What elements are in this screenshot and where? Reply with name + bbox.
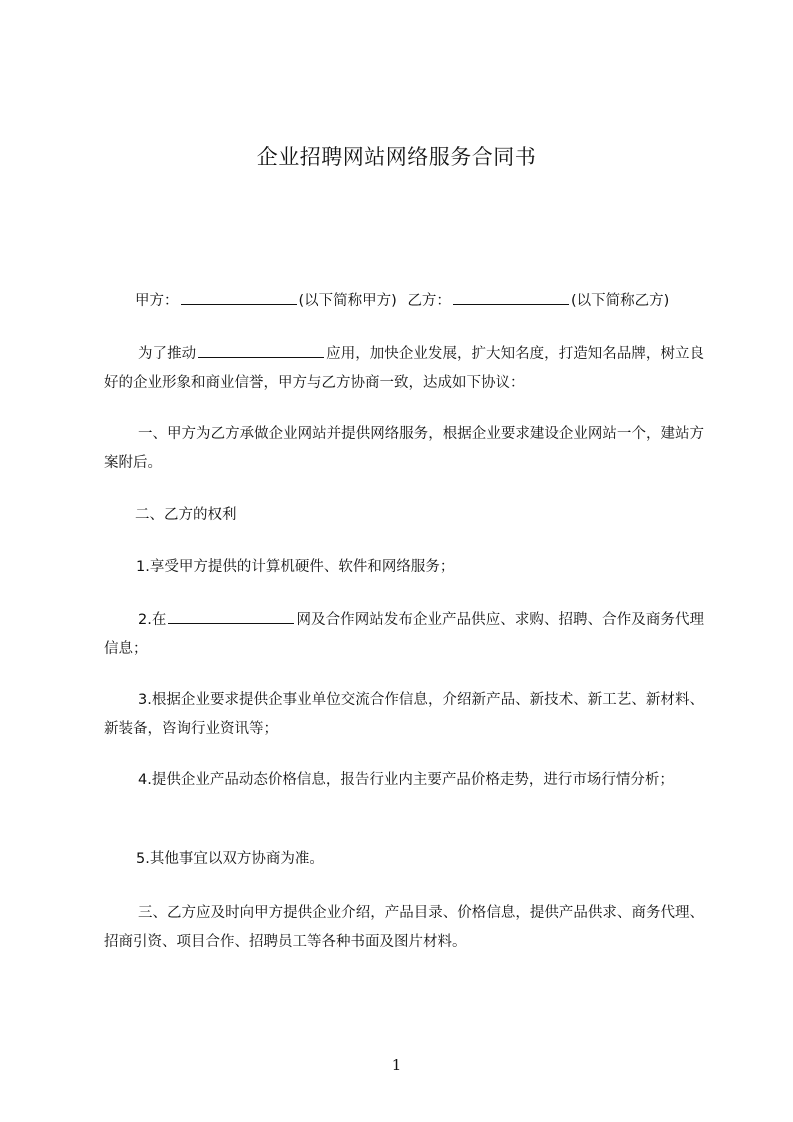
item-4: 4.提供企业产品动态价格信息，报告行业内主要产品价格走势，进行市场行情分析； <box>138 772 674 788</box>
clause-3: 三、乙方应及时向甲方提供企业介绍，产品目录、价格信息，提供产品供求、商务代理、招商引资、项目合作、招聘员工等各种书面及图片材料。 <box>104 905 704 950</box>
item-5: 5.其他事宜以双方协商为准。 <box>136 851 324 867</box>
party-a-suffix: (以下简称甲方) <box>298 293 397 309</box>
parties-line <box>135 290 735 311</box>
intro-suffix: 应用，加快企业发展，扩大知名度，打造知名品牌，树立良好的企业形象和商业信誉，甲方与乙方协商一致，达成如下协议： <box>104 346 705 391</box>
page-number: 1 <box>391 1056 402 1074</box>
party-b-suffix: (以下简称乙方) <box>570 293 670 309</box>
party-b-label: 乙方： <box>407 293 451 309</box>
item-3: 3.根据企业要求提供企事业单位交流合作信息，介绍新产品、新技术、新工艺、新材料、新装备，咨询行业资讯等； <box>104 692 704 737</box>
intro-prefix: 为了推动 <box>138 346 197 362</box>
party-a-blank <box>181 290 297 305</box>
clause-2-heading: 二、乙方的权利 <box>135 507 237 523</box>
item-1: 1.享受甲方提供的计算机硬件、软件和网络服务； <box>136 559 455 575</box>
item-2-suffix: 网及合作网站发布企业产品供应、求购、招聘、合作及商务代理信息； <box>104 612 704 657</box>
intro-paragraph <box>104 340 704 398</box>
item-2-blank <box>168 609 294 624</box>
party-b-blank <box>453 290 569 305</box>
intro-blank <box>198 343 324 358</box>
party-a-label: 甲方： <box>135 293 179 309</box>
clause-1: 一、甲方为乙方承做企业网站并提供网络服务，根据企业要求建设企业网站一个，建站方案附后。 <box>104 426 704 471</box>
item-2 <box>104 606 704 664</box>
item-2-prefix: 2.在 <box>138 612 167 628</box>
document-title: 企业招聘网站网络服务合同书 <box>256 145 537 169</box>
